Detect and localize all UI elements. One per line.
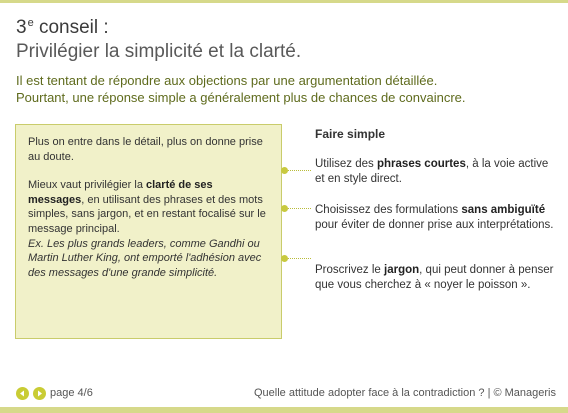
bullet-3-bold: jargon	[384, 264, 420, 276]
section-title: Faire simple	[315, 127, 386, 141]
bullet-dot-1	[281, 167, 288, 174]
top-divider	[0, 0, 568, 3]
bullet-2-pre: Choisissez des formulations	[315, 204, 462, 216]
bullet-2-bold: sans ambiguïté	[461, 204, 546, 216]
bullet-1-bold: phrases courtes	[377, 158, 466, 170]
bullet-1-pre: Utilisez des	[315, 158, 377, 170]
highlight-box	[15, 124, 282, 339]
bullet-item	[315, 157, 555, 187]
tip-number-heading	[16, 17, 109, 39]
tip-word: conseil :	[33, 17, 109, 38]
next-page-button[interactable]	[33, 387, 46, 400]
arrow-left-icon	[16, 387, 29, 400]
bullet-3-pre: Proscrivez le	[315, 264, 385, 276]
intro-line-2: Pourtant, une réponse simple a généralement plus de chances de convaincre.	[16, 90, 466, 105]
bullet-2-post: pour éviter de donner prise aux interprétations.	[315, 219, 554, 231]
box-p2-bold: clarté de ses messages	[28, 179, 213, 206]
bullet-item	[315, 263, 555, 293]
box-p2-post: , en utilisant des phrases et des mots simples, sans jargon, et en restant focalisé sur le message principal.	[28, 193, 266, 235]
intro-line-1: Il est tentant de répondre aux objections par une argumentation détaillée.	[16, 73, 438, 88]
box-example: Ex. Les plus grands leaders, comme Gandhi ou Martin Luther King, ont emporté l'adhésion avec des messages d'une grande simplicité.	[28, 237, 262, 279]
bullet-3-post: , qui peut donner à penser que vous cherchez à « noyer le poisson ».	[315, 264, 554, 291]
bullet-1-post: , à la voie active et en style direct.	[315, 158, 549, 185]
footer-text: Quelle attitude adopter face à la contradiction ? | © Manageris	[253, 387, 556, 399]
bullet-item	[315, 203, 555, 233]
tip-number-suffix: e	[27, 17, 34, 29]
bullet-dot-3	[281, 255, 288, 262]
arrow-right-icon	[33, 387, 46, 400]
box-paragraph-1: Plus on entre dans le détail, plus on donne prise au doute.	[28, 136, 263, 163]
intro-text	[16, 72, 466, 106]
bullet-dot-2	[281, 205, 288, 212]
page-indicator: page 4/6	[50, 387, 93, 399]
box-p2-pre: Mieux vaut privilégier la	[28, 179, 146, 192]
page-title: Privilégier la simplicité et la clarté.	[16, 41, 302, 62]
tip-number: 3	[16, 17, 27, 38]
box-paragraph-2	[28, 178, 271, 280]
bottom-divider	[0, 407, 568, 413]
prev-page-button[interactable]	[16, 387, 29, 400]
